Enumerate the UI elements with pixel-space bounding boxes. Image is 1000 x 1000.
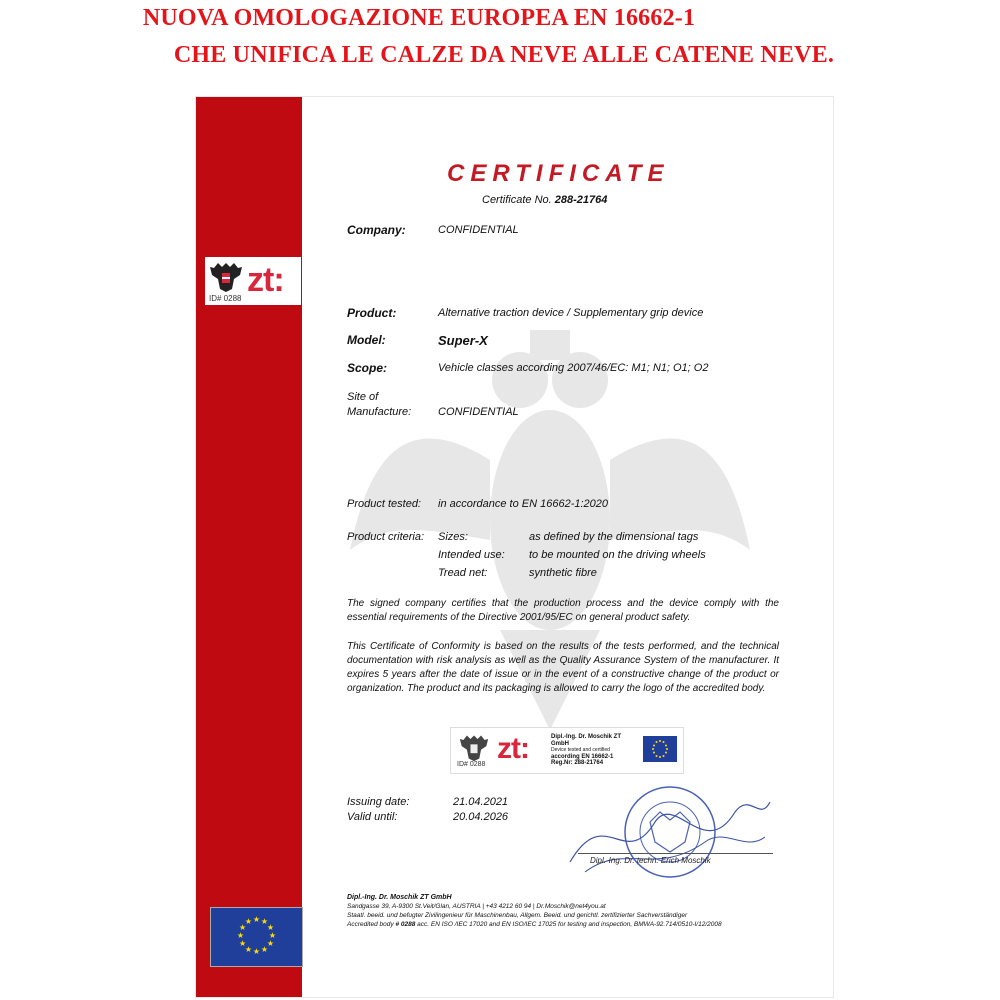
signatory-name: Dipl.-Ing. Dr. techn. Erich Moschik	[590, 856, 711, 865]
logo-id: ID# 0288	[209, 294, 242, 303]
tested-label: Product tested:	[347, 498, 421, 510]
footer-address: Sandgasse 39, A-9300 St.Veit/Glan, AUSTRIA | +43 4212 60 94 | Dr.Moschik@net4you.at	[347, 903, 606, 910]
model-value: Super-X	[438, 333, 488, 348]
criteria-key: Tread net:	[438, 567, 488, 579]
austrian-eagle-icon	[208, 259, 244, 293]
svg-text:★: ★	[239, 939, 247, 948]
site-label-1: Site of	[347, 391, 379, 403]
scope-value: Vehicle classes according 2007/46/EC: M1; N1; O1; O2	[438, 362, 709, 374]
model-label: Model:	[347, 333, 386, 347]
valid-until-value: 20.04.2026	[453, 811, 509, 823]
mark-line-3: according EN 16662-1	[551, 753, 614, 760]
svg-text:★: ★	[252, 947, 261, 956]
criteria-key: Sizes:	[438, 531, 468, 543]
mark-text	[551, 734, 621, 767]
zt-logo	[205, 257, 301, 305]
svg-text:★: ★	[244, 917, 253, 927]
red-side-bar	[196, 97, 302, 997]
certificate-title: CERTIFICATE	[447, 160, 670, 187]
svg-text:★: ★	[268, 931, 277, 940]
svg-text:★: ★	[236, 931, 245, 940]
mark-id: ID# 0288	[457, 761, 486, 768]
eu-flag-icon	[210, 907, 303, 967]
zt-logo-text: zt:	[247, 261, 284, 299]
footer-company: Dipl.-Ing. Dr. Moschik ZT GmbH	[347, 894, 452, 901]
mark-line-1: Dipl.-Ing. Dr. Moschik ZT GmbH	[551, 734, 622, 747]
headline-line-1: NUOVA OMOLOGAZIONE EUROPEA EN 16662-1	[142, 5, 696, 31]
criteria-key: Intended use:	[438, 549, 505, 561]
mark-zt-text: zt:	[497, 732, 529, 765]
company-label: Company:	[347, 223, 406, 237]
eu-flag-icon	[643, 736, 677, 762]
product-label: Product:	[347, 306, 397, 320]
product-value: Alternative traction device / Supplementary grip device	[438, 307, 704, 319]
issuing-date-value: 21.04.2021	[453, 796, 509, 808]
footer-qualification: Staatl. beeid. und befugter Zivilingenieur für Maschinenbau, Allgem. Beeid. und gerichtl. zertifizierter Sachverständiger	[347, 912, 688, 919]
valid-until-label: Valid until:	[347, 811, 398, 823]
criteria-label: Product criteria:	[347, 531, 425, 543]
svg-text:★: ★	[239, 923, 247, 932]
site-value: CONFIDENTIAL	[438, 406, 519, 418]
conformity-mark	[450, 727, 684, 774]
svg-text:★: ★	[252, 915, 261, 924]
footer-accreditation: Accredited body # 0288 acc. EN ISO /IEC 17020 and EN ISO/IEC 17025 for testing and inspection, BMWA-92.714/0510-I/12/2008	[347, 921, 722, 928]
paragraph-safety: The signed company certifies that the production process and the device comply with the essential requirements of the Directive 2001/95/EC on general product safety.	[347, 598, 779, 623]
certificate-number: Certificate No. 288-21764	[482, 194, 608, 206]
svg-text:★: ★	[266, 939, 274, 948]
issuing-date-label: Issuing date:	[347, 796, 410, 808]
signature-stamp-icon	[565, 782, 775, 882]
criteria-value: to be mounted on the driving wheels	[529, 549, 706, 561]
paragraph-conformity: This Certificate of Conformity is based on the results of the tests performed, and the technical documentation with risk analysis as well as the Quality Assurance System of the manufacturer. It expires 5 years after the date of issue or in the event of a constructive change of the product or organization. The product and its packaging is allowed to carry the logo of the accredited body.	[347, 641, 779, 694]
austrian-eagle-icon	[457, 732, 491, 762]
site-label-2: Manufacture:	[347, 406, 412, 418]
company-value: CONFIDENTIAL	[438, 224, 519, 236]
svg-text:★: ★	[266, 923, 274, 932]
criteria-value: as defined by the dimensional tags	[529, 531, 699, 543]
tested-value: in accordance to EN 16662-1:2020	[438, 498, 609, 510]
signature-line	[578, 853, 773, 854]
svg-text:★: ★	[260, 917, 269, 927]
svg-text:★: ★	[260, 944, 269, 954]
headline-line-2: CHE UNIFICA LE CALZE DA NEVE ALLE CATENE NEVE.	[173, 42, 835, 68]
mark-line-2: Device tested and certified	[551, 747, 610, 753]
scope-label: Scope:	[347, 361, 388, 375]
svg-text:★: ★	[244, 944, 253, 954]
mark-line-4: Reg.Nr: 288-21764	[551, 760, 604, 766]
footer	[347, 893, 722, 929]
criteria-value: synthetic fibre	[529, 567, 597, 579]
